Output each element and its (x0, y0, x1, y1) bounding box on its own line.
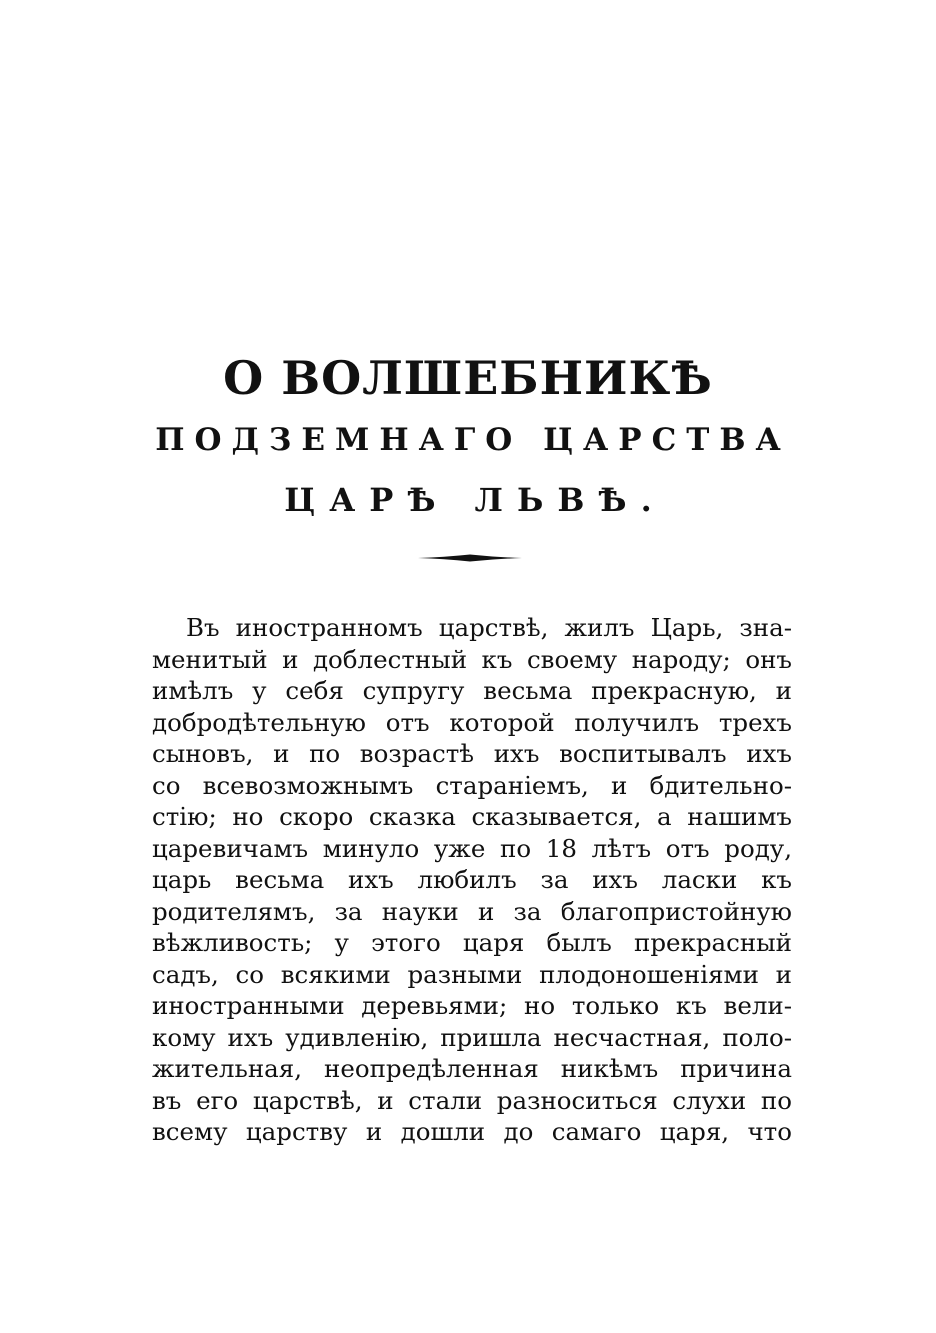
chapter-title: О ВОЛШЕБНИКѢ (223, 351, 713, 405)
text-line: вѣжливость; у этого царя былъ прекрасный (152, 928, 792, 957)
text-line: иностранными деревьями; но только къ вели- (152, 991, 792, 1020)
text-line: менитый и доблестный къ своему народу; онъ (152, 644, 792, 674)
text-line: садъ, со всякими разными плодоношеніями и (152, 959, 792, 989)
text-line: родителямъ, за науки и за благопристойную (152, 896, 792, 926)
chapter-name: ЦАРѢ ЛЬВѢ. (284, 481, 666, 519)
text-line: со всевозможнымъ стараніемъ, и бдительно- (152, 770, 792, 800)
text-line: стію; но скоро сказка сказывается, а нашимъ (152, 802, 792, 831)
ornamental-divider-icon (418, 548, 522, 568)
text-line: всему царству и дошли до самаго царя, что (152, 1117, 792, 1146)
text-line: добродѣтельную отъ которой получилъ трехъ (152, 707, 792, 737)
text-line: сыновъ, и по возрастѣ ихъ воспитывалъ ихъ (152, 739, 792, 768)
text-line: жительная, неопредѣленная никѣмъ причина (152, 1054, 792, 1083)
chapter-subtitle: ПОДЗЕМНАГО ЦАРСТВА (155, 422, 791, 458)
text-line: Въ иностранномъ царствѣ, жилъ Царь, зна- (186, 613, 792, 642)
text-line: имѣлъ у себя супругу весьма прекрасную, и (152, 676, 792, 705)
body-text (152, 612, 792, 1148)
text-line: кому ихъ удивленію, пришла несчастная, поло- (152, 1022, 792, 1052)
text-line: царь весьма ихъ любилъ за ихъ ласки къ (152, 865, 792, 894)
text-line: въ его царствѣ, и стали разноситься слухи по (152, 1085, 792, 1115)
text-line: царевичамъ минуло уже по 18 лѣтъ отъ роду, (152, 833, 792, 863)
